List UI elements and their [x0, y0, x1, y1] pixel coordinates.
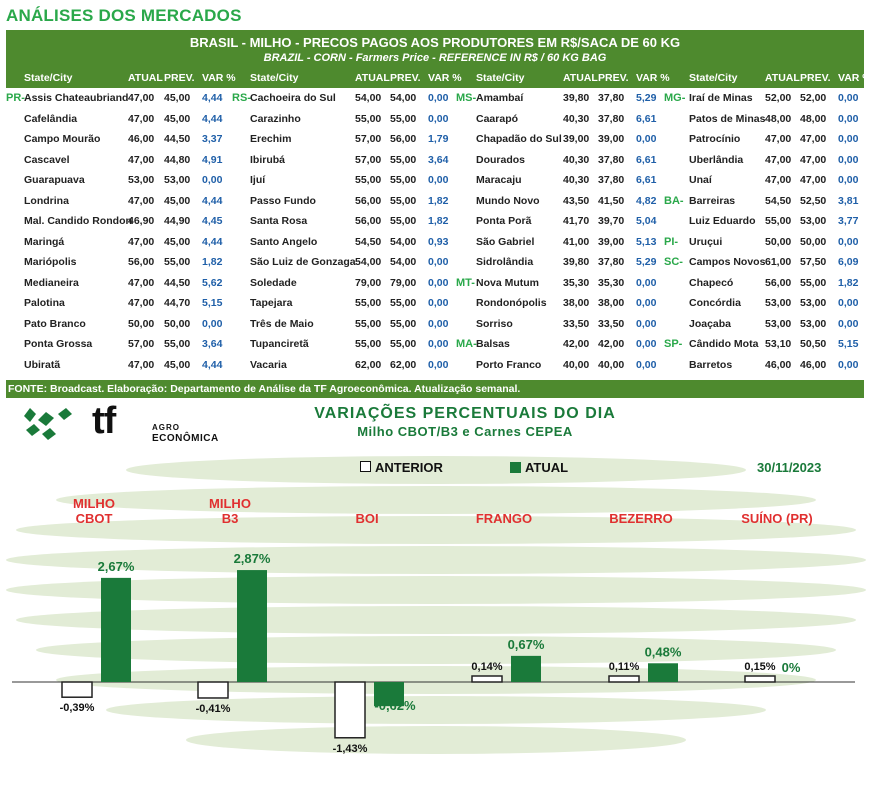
price-current: 55,00 [765, 215, 792, 227]
city-name: Amambaí [476, 92, 524, 104]
price-current: 52,00 [765, 92, 792, 104]
price-current: 47,00 [128, 112, 155, 125]
bar-anterior [609, 676, 639, 682]
price-current: 79,00 [355, 276, 382, 289]
price-current: 54,00 [355, 256, 382, 268]
price-variation: 0,00 [428, 174, 449, 186]
bar-anterior [472, 676, 502, 682]
price-variation: 5,29 [636, 256, 657, 268]
price-variation: 5,13 [636, 235, 657, 248]
price-variation: 0,00 [838, 92, 859, 104]
bar-anterior [745, 676, 775, 682]
bar-anterior [335, 682, 365, 738]
price-current: 46,00 [765, 358, 792, 371]
price-previous: 52,50 [800, 194, 827, 207]
price-previous: 39,70 [598, 215, 625, 227]
price-previous: 50,00 [164, 317, 191, 330]
legend-label-anterior: ANTERIOR [375, 460, 443, 475]
category-label-line2: BOI [355, 511, 379, 526]
city-name: Soledade [250, 276, 297, 289]
price-previous: 52,00 [800, 92, 827, 104]
data-label-atual: 0,48% [644, 644, 682, 660]
chart-title-main: VARIAÇÕES PERCENTUAIS DO DIA [314, 405, 616, 422]
col-header-atual: ATUAL [355, 72, 390, 84]
city-name: Concórdia [689, 297, 741, 309]
price-current: 56,00 [355, 194, 382, 207]
price-previous: 45,00 [164, 92, 191, 104]
price-variation: 5,29 [636, 92, 657, 104]
col-header-var: VAR % [636, 72, 670, 84]
price-current: 39,00 [563, 133, 590, 145]
price-current: 39,80 [563, 256, 590, 268]
city-name: Maracaju [476, 174, 522, 186]
col-header-city: State/City [689, 72, 738, 84]
city-name: Tupanciretã [250, 338, 309, 350]
city-name: Barretos [689, 358, 733, 371]
price-previous: 55,00 [390, 194, 417, 207]
price-current: 41,00 [563, 235, 590, 248]
price-previous: 37,80 [598, 153, 625, 166]
price-previous: 45,00 [164, 112, 191, 125]
city-name: Santa Rosa [250, 215, 308, 227]
col-header-city: State/City [476, 72, 525, 84]
price-variation: 6,09 [838, 256, 859, 268]
price-previous: 38,00 [598, 297, 625, 309]
city-name: Sidrolândia [476, 256, 534, 268]
price-variation: 5,04 [636, 215, 657, 227]
price-current: 47,00 [128, 358, 155, 371]
price-previous: 55,00 [390, 112, 417, 125]
price-current: 61,00 [765, 256, 792, 268]
price-variation: 0,00 [428, 338, 449, 350]
price-current: 62,00 [355, 358, 382, 371]
price-current: 54,50 [765, 194, 792, 207]
price-current: 47,00 [765, 133, 792, 145]
col-header-city: State/City [250, 72, 299, 84]
price-current: 56,00 [355, 215, 382, 227]
price-variation: 0,00 [838, 133, 859, 145]
price-variation: 0,93 [428, 235, 449, 248]
price-previous: 35,30 [598, 276, 625, 289]
price-previous: 55,00 [390, 153, 417, 166]
city-name: Carazinho [250, 112, 301, 125]
price-variation: 4,82 [636, 194, 657, 207]
logo-line2: ECONÔMICA [152, 433, 219, 444]
city-name: Cafelândia [24, 112, 78, 125]
price-current: 57,00 [128, 338, 155, 350]
data-label-atual: 0% [781, 660, 801, 675]
table-title: BRASIL - MILHO - PRECOS PAGOS AOS PRODUTORES EM R$/SACA DE 60 KG [189, 35, 681, 50]
price-current: 40,30 [563, 174, 590, 186]
city-name: Três de Maio [250, 317, 314, 330]
price-variation: 0,00 [636, 338, 657, 350]
price-previous: 37,80 [598, 92, 625, 104]
price-variation: 0,00 [838, 235, 859, 248]
city-name: Caarapó [476, 112, 519, 125]
category-label-line2: CBOT [75, 511, 113, 526]
price-previous: 55,00 [390, 297, 417, 309]
city-name: Guarapuava [24, 174, 85, 186]
price-variation: 0,00 [428, 297, 449, 309]
price-previous: 54,00 [390, 256, 417, 268]
price-current: 46,90 [128, 215, 155, 227]
category-label-line2: BEZERRO [609, 511, 673, 526]
price-previous: 39,00 [598, 235, 625, 248]
city-name: Uruçui [689, 235, 723, 248]
price-variation: 0,00 [636, 297, 657, 309]
price-previous: 45,00 [164, 194, 191, 207]
price-variation: 4,45 [202, 215, 223, 227]
price-current: 56,00 [765, 276, 792, 289]
price-current: 55,00 [355, 297, 382, 309]
price-current: 47,00 [128, 153, 155, 166]
price-current: 53,10 [765, 338, 792, 350]
price-previous: 53,00 [164, 174, 191, 186]
price-variation: 0,00 [636, 358, 657, 371]
price-variation: 1,82 [428, 215, 449, 227]
city-name: Mal. Candido Rondon [24, 215, 132, 227]
bar-anterior [198, 682, 228, 698]
city-name: Porto Franco [476, 358, 542, 371]
city-name: Patos de Minas [689, 112, 766, 125]
bar-atual [237, 570, 267, 682]
price-variation: 0,00 [838, 297, 859, 309]
price-variation: 0,00 [636, 276, 657, 289]
data-label-anterior: 0,14% [471, 661, 503, 673]
price-variation: 6,61 [636, 174, 657, 186]
legend-label-atual: ATUAL [525, 460, 569, 475]
col-header-atual: ATUAL [563, 72, 598, 84]
price-current: 53,00 [765, 317, 792, 330]
price-previous: 55,00 [390, 215, 417, 227]
price-previous: 54,00 [390, 92, 417, 104]
state-code: RS- [232, 92, 251, 104]
price-current: 47,00 [128, 92, 155, 104]
price-previous: 45,00 [164, 358, 191, 371]
data-label-anterior: -0,39% [59, 702, 95, 715]
bar-atual [101, 578, 131, 682]
city-name: Campos Novos [689, 256, 766, 268]
price-previous: 44,50 [164, 276, 191, 289]
city-name: Cachoeira do Sul [250, 92, 336, 104]
city-name: Santo Angelo [250, 235, 318, 248]
city-name: Tapejara [250, 297, 293, 309]
bar-atual [511, 656, 541, 682]
price-current: 55,00 [355, 112, 382, 125]
chart-area [0, 400, 873, 791]
price-variation: 0,00 [428, 276, 449, 289]
city-name: Chapadão do Sul [476, 133, 562, 145]
price-previous: 53,00 [800, 215, 827, 227]
city-name: Erechim [250, 133, 292, 145]
price-previous: 37,80 [598, 112, 625, 125]
price-variation: 4,44 [202, 194, 223, 207]
data-label-atual: 0,67% [507, 636, 545, 652]
state-code: MA- [456, 338, 477, 350]
price-variation: 3,64 [202, 338, 223, 350]
col-header-var: VAR % [202, 72, 236, 84]
price-current: 47,00 [765, 153, 792, 166]
price-previous: 55,00 [164, 338, 191, 350]
price-variation: 6,61 [636, 112, 657, 125]
price-variation: 0,00 [428, 358, 449, 371]
price-current: 53,00 [128, 174, 155, 186]
data-label-atual: 2,67% [97, 558, 135, 574]
price-variation: 3,37 [202, 133, 223, 145]
price-current: 47,00 [128, 235, 155, 248]
logo-mark: tf [92, 400, 116, 442]
city-name: Uberlândia [689, 153, 744, 166]
price-variation: 4,44 [202, 235, 223, 248]
bar-chart [0, 400, 873, 791]
price-current: 43,50 [563, 194, 590, 207]
price-variation: 0,00 [838, 112, 859, 125]
price-current: 53,00 [765, 297, 792, 309]
price-previous: 37,80 [598, 256, 625, 268]
price-previous: 48,00 [800, 112, 827, 125]
data-label-atual: 2,87% [233, 551, 271, 567]
city-name: Cândido Mota [689, 338, 759, 350]
col-header-atual: ATUAL [128, 72, 163, 84]
price-variation: 3,81 [838, 194, 859, 207]
col-header-prev: PREV. [598, 72, 629, 84]
price-previous: 40,00 [598, 358, 625, 371]
price-variation: 4,44 [202, 92, 223, 104]
price-previous: 44,80 [164, 153, 191, 166]
chart-subtitle: Milho CBOT/B3 e Carnes CEPEA [357, 424, 573, 439]
price-current: 54,00 [355, 92, 382, 104]
price-variation: 0,00 [636, 317, 657, 330]
category-label-line2: SUÍNO (PR) [741, 511, 813, 526]
price-current: 40,30 [563, 112, 590, 125]
city-name: Unaí [689, 174, 712, 186]
price-current: 38,00 [563, 297, 590, 309]
data-label-atual: -0,62% [374, 698, 416, 714]
price-previous: 47,00 [800, 174, 827, 186]
city-name: Chapecó [689, 276, 734, 289]
price-previous: 56,00 [390, 133, 417, 145]
bar-anterior [62, 682, 92, 697]
price-current: 47,00 [128, 297, 155, 309]
price-current: 47,00 [765, 174, 792, 186]
state-code: SP- [664, 338, 683, 350]
city-name: São Gabriel [476, 235, 535, 248]
col-header-prev: PREV. [800, 72, 831, 84]
city-name: Assis Chateaubriand [24, 92, 129, 104]
col-header-prev: PREV. [390, 72, 421, 84]
data-label-anterior: 0,15% [744, 661, 776, 673]
price-previous: 50,00 [800, 235, 827, 248]
corn-price-table [6, 30, 872, 398]
city-name: Patrocínio [689, 133, 741, 145]
section-title: ANÁLISES DOS MERCADOS [6, 6, 242, 25]
price-previous: 55,00 [390, 174, 417, 186]
category-label-line1: MILHO [209, 496, 251, 511]
price-previous: 42,00 [598, 338, 625, 350]
col-header-prev: PREV. [164, 72, 195, 84]
price-current: 55,00 [355, 174, 382, 186]
price-previous: 46,00 [800, 358, 827, 371]
price-previous: 55,00 [390, 338, 417, 350]
price-current: 55,00 [355, 338, 382, 350]
price-variation: 0,00 [202, 174, 223, 186]
city-name: Vacaria [250, 358, 287, 371]
price-previous: 55,00 [390, 317, 417, 330]
state-code: PR- [6, 92, 25, 104]
city-name: Maringá [24, 235, 65, 248]
price-variation: 0,00 [428, 256, 449, 268]
price-current: 50,00 [128, 317, 155, 330]
city-name: Ponta Porã [476, 215, 532, 227]
price-variation: 0,00 [838, 174, 859, 186]
price-variation: 4,91 [202, 153, 223, 166]
price-current: 39,80 [563, 92, 590, 104]
price-previous: 39,00 [598, 133, 625, 145]
city-name: Joaçaba [689, 317, 732, 330]
table-subtitle: BRAZIL - CORN - Farmers Price - REFERENCE IN R$ / 60 KG BAG [263, 52, 607, 64]
price-variation: 0,00 [838, 317, 859, 330]
price-previous: 55,00 [164, 256, 191, 268]
price-current: 41,70 [563, 215, 590, 227]
data-label-anterior: -0,41% [195, 702, 231, 715]
price-previous: 44,70 [164, 297, 191, 309]
data-label-anterior: -1,43% [332, 742, 368, 755]
city-name: Barreiras [689, 194, 736, 207]
price-previous: 55,00 [800, 276, 827, 289]
price-variation: 3,64 [428, 153, 449, 166]
price-current: 56,00 [128, 256, 155, 268]
price-current: 40,00 [563, 358, 590, 371]
price-previous: 44,50 [164, 133, 191, 145]
price-current: 48,00 [765, 112, 792, 125]
city-name: Medianeira [24, 276, 79, 289]
city-name: Ijuí [250, 174, 266, 186]
price-current: 47,00 [128, 276, 155, 289]
city-name: Ponta Grossa [24, 338, 93, 350]
city-name: Dourados [476, 153, 526, 166]
city-name: Campo Mourão [24, 133, 101, 145]
price-previous: 45,00 [164, 235, 191, 248]
table-body [6, 88, 864, 380]
price-variation: 0,00 [428, 112, 449, 125]
price-current: 42,00 [563, 338, 590, 350]
city-name: São Luiz de Gonzaga [250, 256, 356, 268]
bar-atual [648, 663, 678, 682]
city-name: Ibirubá [250, 153, 286, 166]
price-previous: 57,50 [800, 256, 827, 268]
price-previous: 62,00 [390, 358, 417, 371]
city-name: Pato Branco [24, 317, 86, 330]
state-code: SC- [664, 256, 683, 268]
price-current: 55,00 [355, 317, 382, 330]
price-variation: 1,82 [202, 256, 223, 268]
price-variation: 0,00 [838, 153, 859, 166]
state-code: MT- [456, 276, 475, 289]
price-variation: 3,77 [838, 215, 859, 227]
chart-date: 30/11/2023 [757, 460, 822, 475]
price-variation: 4,44 [202, 112, 223, 125]
city-name: Nova Mutum [476, 276, 539, 289]
price-variation: 5,15 [838, 338, 859, 350]
state-code: PI- [664, 235, 679, 248]
city-name: Palotina [24, 297, 65, 309]
state-code: BA- [664, 194, 684, 207]
price-previous: 53,00 [800, 317, 827, 330]
price-current: 40,30 [563, 153, 590, 166]
price-variation: 0,00 [428, 317, 449, 330]
col-header-var: VAR % [838, 72, 872, 84]
price-variation: 0,00 [428, 92, 449, 104]
price-current: 35,30 [563, 276, 590, 289]
city-name: Iraí de Minas [689, 92, 753, 104]
col-header-city: State/City [24, 72, 73, 84]
price-variation: 0,00 [636, 133, 657, 145]
price-variation: 4,44 [202, 358, 223, 371]
city-name: Londrina [24, 194, 69, 207]
city-name: Rondonópolis [476, 297, 547, 309]
city-name: Mundo Novo [476, 194, 540, 207]
state-code: MG- [664, 92, 686, 104]
city-name: Cascavel [24, 153, 70, 166]
city-name: Mariópolis [24, 256, 77, 268]
price-variation: 5,62 [202, 276, 223, 289]
price-previous: 47,00 [800, 153, 827, 166]
price-previous: 53,00 [800, 297, 827, 309]
logo-line1: AGRO [152, 423, 180, 432]
price-current: 33,50 [563, 317, 590, 330]
category-label-line2: B3 [221, 511, 239, 526]
price-variation: 6,61 [636, 153, 657, 166]
category-label-line2: FRANGO [475, 511, 533, 526]
city-name: Balsas [476, 338, 510, 350]
price-current: 50,00 [765, 235, 792, 248]
price-current: 46,00 [128, 133, 155, 145]
price-current: 57,00 [355, 153, 382, 166]
city-name: Luiz Eduardo [689, 215, 756, 227]
state-code: MS- [456, 92, 477, 104]
price-previous: 47,00 [800, 133, 827, 145]
city-name: Passo Fundo [250, 194, 316, 207]
price-variation: 1,82 [838, 276, 859, 289]
price-previous: 79,00 [390, 276, 417, 289]
price-previous: 33,50 [598, 317, 625, 330]
price-current: 57,00 [355, 133, 382, 145]
city-name: Sorriso [476, 317, 513, 330]
price-variation: 0,00 [202, 317, 223, 330]
table-footer: FONTE: Broadcast. Elaboração: Departamento de Análise da TF Agroeconômica. Atualização semanal. [6, 380, 864, 398]
price-variation: 1,79 [428, 133, 449, 145]
data-label-anterior: 0,11% [608, 661, 640, 673]
price-variation: 5,15 [202, 297, 223, 309]
price-previous: 41,50 [598, 194, 625, 207]
price-previous: 50,50 [800, 338, 827, 350]
price-variation: 0,00 [838, 358, 859, 371]
price-current: 47,00 [128, 194, 155, 207]
col-header-atual: ATUAL [765, 72, 800, 84]
price-previous: 44,90 [164, 215, 191, 227]
price-current: 54,50 [355, 235, 382, 248]
category-label-line1: MILHO [73, 496, 115, 511]
price-variation: 1,82 [428, 194, 449, 207]
price-previous: 37,80 [598, 174, 625, 186]
city-name: Ubiratã [24, 358, 61, 371]
price-previous: 54,00 [390, 235, 417, 248]
col-header-var: VAR % [428, 72, 462, 84]
